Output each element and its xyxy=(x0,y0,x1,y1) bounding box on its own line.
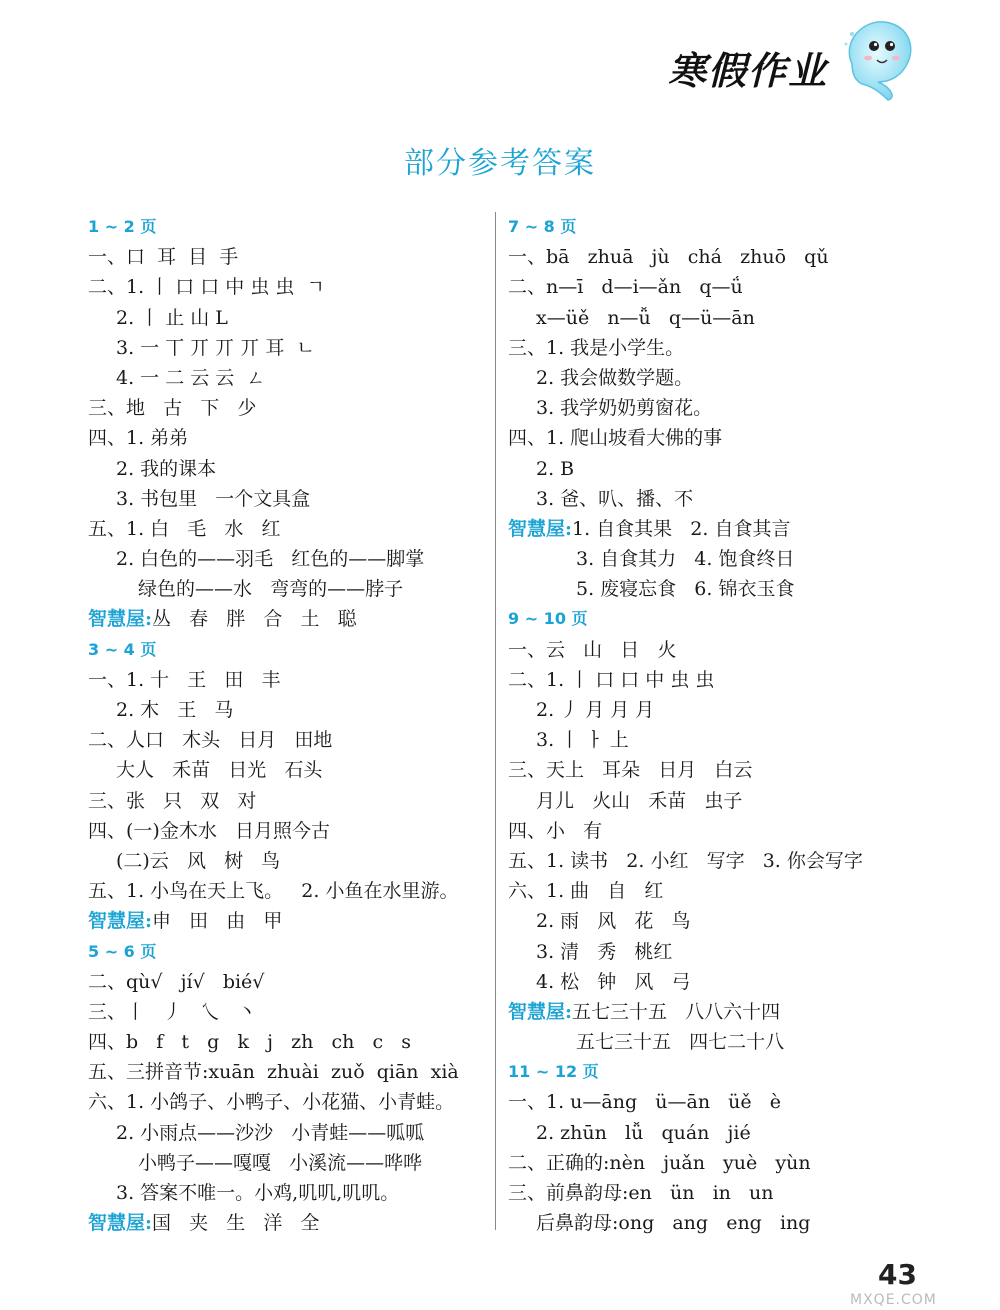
answer-text: 三、天上 耳朵 日月 白云 xyxy=(508,759,753,782)
wisdom-house-label: 智慧屋: xyxy=(508,1000,573,1023)
answer-text: 二、1. 丨 口 口 中 虫 虫 xyxy=(508,668,715,691)
header-title: 寒假作业 xyxy=(668,48,829,93)
answer-text: 二、人口 木头 日月 田地 xyxy=(88,729,333,752)
answer-text: 2. 我的课本 xyxy=(116,457,217,480)
answer-text: 2. 丿 月 月 月 xyxy=(536,699,655,721)
answer-line xyxy=(508,967,928,997)
answer-line xyxy=(88,1148,488,1178)
answer-text: 11 ~ 12 页 xyxy=(508,1062,599,1082)
answer-text: 国 夹 生 洋 全 xyxy=(152,1212,320,1235)
answer-line xyxy=(88,876,488,906)
answer-line xyxy=(508,695,928,725)
wisdom-house-line xyxy=(88,1208,488,1238)
answer-line xyxy=(88,1057,488,1087)
answer-line xyxy=(88,303,488,333)
left-answer-column xyxy=(88,212,488,1238)
answer-text: 三、张 只 双 对 xyxy=(88,789,257,812)
answer-text: 六、1. 小鸽子、小鸭子、小花猫、小青蛙。 xyxy=(88,1091,455,1114)
answer-line xyxy=(88,816,488,846)
answer-line xyxy=(508,363,928,393)
answer-text: 三、1. 我是小学生。 xyxy=(508,336,685,359)
answer-text: 申 田 由 甲 xyxy=(152,910,283,933)
answer-line xyxy=(88,786,488,816)
answer-text: 2. 木 王 马 xyxy=(116,699,234,721)
answer-text: 三、前鼻韵母:en ün in un xyxy=(508,1182,774,1204)
answer-line xyxy=(508,242,928,272)
answer-text: 5 ~ 6 页 xyxy=(88,941,157,961)
answer-text: 2. 丨 止 山 L xyxy=(116,306,228,329)
answer-line xyxy=(88,454,488,484)
answer-line xyxy=(508,333,928,363)
answer-line xyxy=(508,1027,928,1057)
answer-line xyxy=(508,574,928,604)
answer-line xyxy=(88,363,488,393)
answer-text: 5. 废寝忘食 6. 锦衣玉食 xyxy=(576,578,795,601)
answer-text: 3. 答案不唯一。小鸡,叽叽,叽叽。 xyxy=(116,1182,400,1204)
answer-text: 月儿 火山 禾苗 虫子 xyxy=(536,789,743,812)
answer-line xyxy=(508,786,928,816)
answer-text: 3. 清 秀 桃红 xyxy=(536,940,673,963)
answer-text: 后鼻韵母:ong ang eng ing xyxy=(536,1212,811,1235)
answer-line xyxy=(508,755,928,785)
answer-text: 3 ~ 4 页 xyxy=(88,639,157,659)
answer-line xyxy=(88,574,488,604)
answer-text: 四、(一)金木水 日月照今古 xyxy=(88,819,330,842)
wisdom-house-label: 智慧屋: xyxy=(88,608,153,631)
answer-line xyxy=(88,544,488,574)
answer-text: 一、1. 十 王 田 丰 xyxy=(88,668,281,691)
answer-line xyxy=(88,423,488,453)
answer-text: 2. 白色的——羽毛 红色的——脚掌 xyxy=(116,548,425,571)
answer-text: 五、1. 白 毛 水 红 xyxy=(88,517,281,540)
answer-line xyxy=(508,876,928,906)
answer-text: 3. 丨 ㅏ 上 xyxy=(536,729,629,752)
answer-line xyxy=(88,1178,488,1208)
section-heading xyxy=(88,212,488,242)
answer-line xyxy=(508,1118,928,1148)
answer-line xyxy=(88,333,488,363)
answer-line xyxy=(508,846,928,876)
answer-line xyxy=(508,303,928,333)
answer-line xyxy=(508,484,928,514)
answer-text: 1 ~ 2 页 xyxy=(88,217,157,236)
answer-text: 四、1. 弟弟 xyxy=(88,427,189,450)
answer-text: 9 ~ 10 页 xyxy=(508,609,588,629)
answer-text: 五、三拼音节:xuān zhuài zuǒ qiān xià xyxy=(88,1061,459,1084)
column-divider xyxy=(495,212,496,1230)
answer-text: 3. 我学奶奶剪窗花。 xyxy=(536,397,713,420)
answer-line xyxy=(88,514,488,544)
answer-line xyxy=(508,816,928,846)
answer-line xyxy=(88,846,488,876)
answer-text: 二、n—ī d—i—ǎn q—ǘ xyxy=(508,276,743,299)
section-heading xyxy=(88,937,488,967)
section-heading xyxy=(508,604,928,634)
answer-line xyxy=(508,454,928,484)
wisdom-house-label: 智慧屋: xyxy=(88,1212,153,1235)
answer-text: 3. 书包里 一个文具盒 xyxy=(116,487,311,510)
answer-text: 一、云 山 日 火 xyxy=(508,638,677,661)
answer-text: 2. B xyxy=(536,457,575,480)
answer-text: 小鸭子——嘎嘎 小溪流——哗哗 xyxy=(138,1151,423,1174)
answer-line xyxy=(508,1148,928,1178)
answer-line xyxy=(88,695,488,725)
right-answer-column xyxy=(508,212,928,1238)
answer-line xyxy=(508,423,928,453)
answer-line xyxy=(88,1118,488,1148)
answer-line xyxy=(508,1208,928,1238)
answer-text: 2. 小雨点——沙沙 小青蛙——呱呱 xyxy=(116,1121,425,1144)
answer-text: 五七三十五 八八六十四 xyxy=(572,1000,781,1023)
answer-line xyxy=(508,906,928,936)
answer-line xyxy=(508,725,928,755)
answer-text: 五、1. 读书 2. 小红 写字 3. 你会写字 xyxy=(508,849,863,872)
answer-text: 丛 春 胖 合 土 聪 xyxy=(152,608,357,631)
answer-text: 二、qù√ jí√ bié√ xyxy=(88,970,265,993)
answer-line xyxy=(88,665,488,695)
answer-text: 一、bā zhuā jù chá zhuō qǔ xyxy=(508,246,829,269)
answer-line xyxy=(88,484,488,514)
section-heading xyxy=(508,212,928,242)
wisdom-house-label: 智慧屋: xyxy=(88,910,153,933)
answer-text: 3. 一 丅 丌 丌 丌 耳 ㄴ xyxy=(116,336,315,359)
answer-text: 3. 自食其力 4. 饱食终日 xyxy=(576,548,795,571)
wisdom-house-line xyxy=(88,604,488,634)
answer-text: 绿色的——水 弯弯的——脖子 xyxy=(138,578,404,601)
answer-line xyxy=(508,1087,928,1117)
answer-line xyxy=(88,755,488,785)
wisdom-house-line xyxy=(508,514,928,544)
answer-line xyxy=(88,242,488,272)
answer-text: (二)云 风 树 鸟 xyxy=(116,849,281,872)
watermark-text: MXQE.COM xyxy=(850,1292,937,1308)
answer-line xyxy=(88,393,488,423)
answer-text: 三、丨 丿 乀 丶 xyxy=(88,1000,257,1023)
answer-text: 大人 禾苗 日光 石头 xyxy=(116,759,323,782)
page-title: 部分参考答案 xyxy=(404,146,596,181)
answer-line xyxy=(88,272,488,302)
answer-text: 2. zhūn lǚ quán jié xyxy=(536,1121,751,1144)
answer-text: 二、1. 丨 口 口 中 虫 虫 ㄱ xyxy=(88,276,325,299)
answer-text: 1. 自食其果 2. 自食其言 xyxy=(572,517,791,540)
answer-text: 一、口 耳 目 手 xyxy=(88,246,239,269)
answer-line xyxy=(88,725,488,755)
answer-text: 五、1. 小鸟在天上飞。 2. 小鱼在水里游。 xyxy=(88,880,459,903)
answer-line xyxy=(88,997,488,1027)
answer-line xyxy=(508,937,928,967)
answer-line xyxy=(508,272,928,302)
answer-text: 四、1. 爬山坡看大佛的事 xyxy=(508,427,723,450)
answer-text: 四、小 有 xyxy=(508,819,603,842)
answer-text: 7 ~ 8 页 xyxy=(508,217,577,236)
answer-line xyxy=(508,635,928,665)
section-heading xyxy=(88,635,488,665)
dolphin-mascot-icon xyxy=(832,12,924,104)
wisdom-house-line xyxy=(88,906,488,936)
answer-line xyxy=(88,1027,488,1057)
answer-text: 4. 一 二 云 云 ㄥ xyxy=(116,366,266,389)
answer-text: 一、1. u—āng ü—ān üě è xyxy=(508,1091,782,1114)
answer-line xyxy=(88,967,488,997)
answer-text: 五七三十五 四七二十八 xyxy=(576,1031,785,1054)
answer-text: 二、正确的:nèn juǎn yuè yùn xyxy=(508,1151,811,1174)
answer-text: 四、b f t g k j zh ch c s xyxy=(88,1031,411,1054)
wisdom-house-line xyxy=(508,997,928,1027)
answer-line xyxy=(508,1178,928,1208)
answer-text: 2. 雨 风 花 鸟 xyxy=(536,910,691,933)
answer-line xyxy=(508,393,928,423)
answer-text: 4. 松 钟 风 弓 xyxy=(536,970,691,993)
answer-text: x—üě n—ǚ q—ü—ān xyxy=(536,306,755,329)
answer-text: 三、地 古 下 少 xyxy=(88,397,257,420)
page-number: 43 xyxy=(878,1258,917,1291)
answer-text: 3. 爸、叭、播、不 xyxy=(536,487,694,510)
answer-text: 六、1. 曲 自 红 xyxy=(508,880,664,903)
answer-line xyxy=(508,665,928,695)
answer-text: 2. 我会做数学题。 xyxy=(536,366,694,389)
wisdom-house-label: 智慧屋: xyxy=(508,517,573,540)
answer-line xyxy=(88,1087,488,1117)
answer-line xyxy=(508,544,928,574)
section-heading xyxy=(508,1057,928,1087)
